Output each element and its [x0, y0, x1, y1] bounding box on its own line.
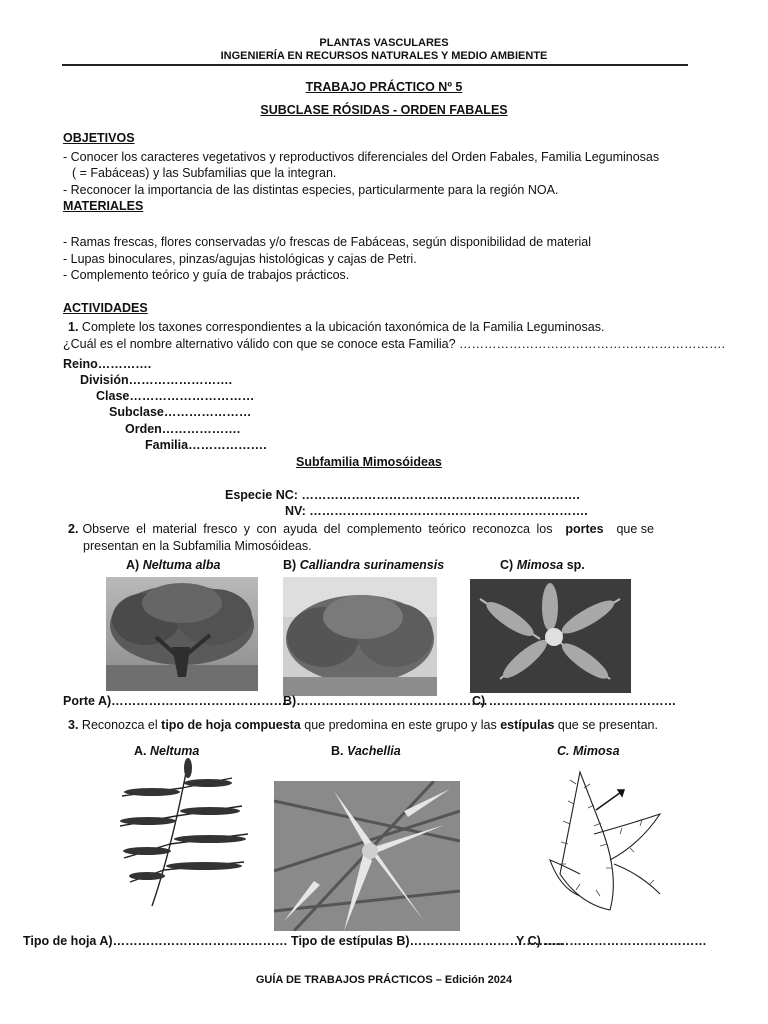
leaf-caption-c: C. Mimosa [557, 744, 620, 758]
leaf-answer-c[interactable]: Y C) ………………………………… [516, 934, 707, 948]
leaf-caption-b: B. Vachellia [331, 744, 401, 758]
header-line2: INGENIERÍA EN RECURSOS NATURALES Y MEDIO AMBIENTE [220, 50, 548, 62]
taxon-division[interactable]: División……………………. [80, 373, 233, 387]
question-2-text-a: Observe el material fresco y con ayuda del complemento teórico reconozca los [82, 522, 553, 536]
question-3-number: 3. [68, 718, 79, 732]
objetivo-2: - Reconocer la importancia de las distintas especies, particularmente para la región NOA. [63, 183, 559, 197]
leaf-caption-a: A. Neltuma [134, 744, 200, 758]
question-2-line1 [68, 522, 654, 536]
subfamilia-heading: Subfamilia Mimosóideas [296, 455, 442, 469]
drawing-mimosa-stipules [540, 764, 670, 914]
leaf-answer-ab[interactable]: Tipo de hoja A)…………………………………… Tipo de estípulas B)………………………………. [23, 934, 564, 948]
objetivos-heading: OBJETIVOS [63, 131, 135, 145]
objetivo-1: - Conocer los caracteres vegetativos y reproductivos diferenciales del Orden Fabales, Familia Leguminosas [63, 150, 660, 164]
drawing-neltuma-leaf [112, 758, 262, 910]
especie-nc-field[interactable]: Especie NC: …………………………………………………………. [225, 488, 580, 502]
nv-field[interactable]: NV: …………………………………………………………. [285, 504, 588, 518]
question-1-number: 1. [68, 320, 79, 334]
question-1-text: Complete los taxones correspondientes a la ubicación taxonómica de la Familia Leguminosas. [81, 320, 605, 334]
porte-caption-a: A) Neltuma alba [126, 558, 221, 572]
question-3: 3. Reconozca el tipo de hoja compuesta que predomina en este grupo y las estípulas que se presentan. [68, 718, 658, 732]
question-2-number: 2. [68, 522, 79, 536]
question-1 [68, 320, 604, 334]
material-1: - Ramas frescas, flores conservadas y/o frescas de Fabáceas, según disponibilidad de material [63, 235, 592, 249]
taxon-clase[interactable]: Clase………………………… [96, 389, 255, 403]
page-subtitle: SUBCLASE RÓSIDAS - ORDEN FABALES [260, 103, 508, 117]
taxon-subclase[interactable]: Subclase………………… [109, 405, 252, 419]
page-title: TRABAJO PRÁCTICO Nº 5 [305, 80, 463, 94]
taxon-reino[interactable]: Reino…………. [63, 357, 152, 371]
porte-answer-c[interactable]: C) ……………………………………… [472, 694, 677, 708]
porte-caption-c: C) Mimosa sp. [500, 558, 585, 572]
question-2-line2: presentan en la Subfamilia Mimosóideas. [83, 539, 312, 553]
objetivo-1b: ( = Fabáceas) y las Subfamilias que la integran. [72, 166, 337, 180]
porte-caption-b: B) Calliandra surinamensis [283, 558, 445, 572]
actividades-heading: ACTIVIDADES [63, 301, 148, 315]
question-1-line2: ¿Cuál es el nombre alternativo válido con que se conoce esta Familia? ………………………………………………………. [63, 337, 726, 351]
header-rule [62, 64, 688, 66]
taxon-orden[interactable]: Orden………………. [125, 422, 241, 436]
header-line1: PLANTAS VASCULARES [319, 37, 449, 49]
taxon-familia[interactable]: Familia………………. [145, 438, 267, 452]
material-3: - Complemento teórico y guía de trabajos prácticos. [63, 268, 350, 282]
question-2-text-b: que se [616, 522, 654, 536]
footer: GUÍA DE TRABAJOS PRÁCTICOS – Edición 2024 [255, 974, 513, 986]
photo-vachellia-spines [274, 781, 460, 931]
porte-answer-b[interactable]: B)………………………………………. [283, 694, 488, 708]
porte-answer-a[interactable]: Porte A)……………………………………. [63, 694, 290, 708]
materiales-heading: MATERIALES [63, 199, 144, 213]
photo-calliandra [283, 577, 437, 696]
photo-neltuma-alba [106, 577, 258, 691]
question-2-bold: portes [565, 522, 604, 536]
photo-mimosa [470, 579, 631, 693]
material-2: - Lupas binoculares, pinzas/agujas histológicas y cajas de Petri. [63, 252, 417, 266]
